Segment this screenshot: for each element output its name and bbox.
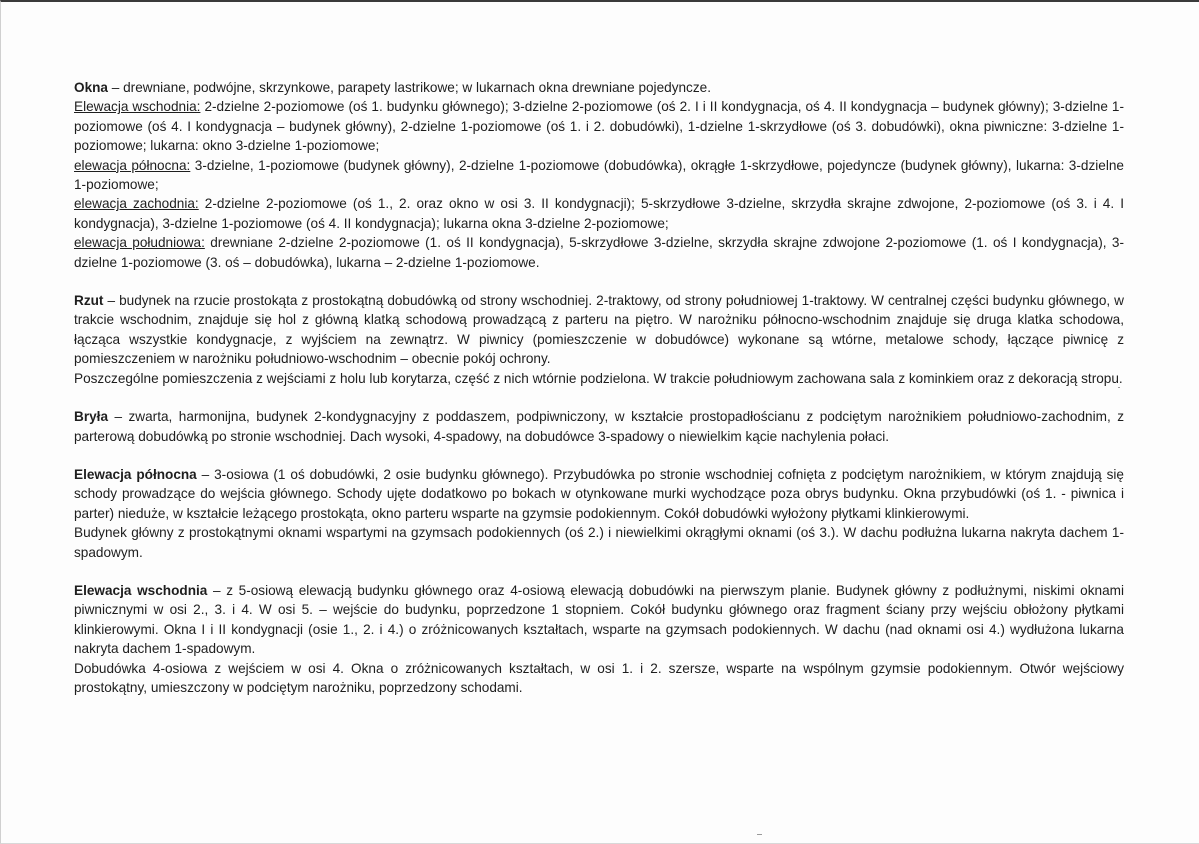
okna-west-paragraph: [74, 194, 1124, 233]
elewacja-wschodnia-text: – z 5-osiową elewacją budynku głównego oraz 4-osiową elewacją dobudówki na pierwszym planie. Budynek główny z podłużnymi, niskimi oknami piwnicznymi w osi 2., 3. i 4. W osi 5. – wejście do budynku, poprzedzone 1 stopniem. Cokół budynku głównego oraz fragment ściany przy wejściu obłożony płytkami klinkierowymi. Okna I i II kondygnacji (osie 1., 2. i 4.) o zróżnicowanych kształtach, wsparte na gzymsach podokiennych. W dachu (nad oknami osi 4.) wydłużona lukarna nakryta dachem 1-spadowym.: [74, 582, 1124, 657]
okna-north-paragraph: [74, 156, 1124, 195]
okna-paragraph: [74, 78, 1124, 97]
okna-east-label: Elewacja wschodnia:: [74, 99, 201, 115]
section-gap: [74, 272, 1124, 291]
scan-speck: [757, 834, 762, 835]
scan-speck: [1118, 387, 1120, 388]
elewacja-wschodnia-heading: Elewacja wschodnia: [74, 582, 208, 598]
section-gap: [74, 562, 1124, 581]
elewacja-wschodnia-paragraph: [74, 581, 1124, 659]
rzut-paragraph-2: Poszczególne pomieszczenia z wejściami z holu lub korytarza, część z nich wtórnie podzielona. W trakcie południowym zachowana sala z kominkiem oraz z dekoracją stropu.: [74, 370, 1123, 386]
elewacja-polnocna-text: – 3-osiowa (1 oś dobudówki, 2 osie budynku głównego). Przybudówka po stronie wschodniej cofnięta z podciętym narożnikiem, w którym znajdują się schody prowadzące do wejścia głównego. Schody ujęte dodatkowo po bokach w otynkowane murki wychodzące poza obrys budynku. Okna przybudówki (oś 1. - piwnica i parter) nieduże, w kształcie leżącego prostokąta, okno parteru wsparte na gzymsie podokiennym. Cokół dobudówki wyłożony płytkami klinkierowymi.: [74, 466, 1124, 521]
okna-north-label: elewacja północna:: [74, 157, 191, 173]
bryla-heading: Bryła: [74, 409, 109, 425]
okna-east-paragraph: [74, 97, 1124, 155]
elewacja-wschodnia-paragraph-2: Dobudówka 4-osiowa z wejściem w osi 4. Okna o zróżnicowanych kształtach, w osi 1. i 2. szersze, wsparte na wspólnym gzymsie podokiennym. Otwór wejściowy prostokątny, umieszczony w podciętym narożniku, poprzedzony schodami.: [74, 660, 1124, 695]
okna-north-text: 3-dzielne, 1-poziomowe (budynek główny), 2-dzielne 1-poziomowe (dobudówka), okrągłe 1-skrzydłowe, pojedyncze (budynek główny), lukarna: 3-dzielne 1-poziomowe;: [74, 157, 1124, 193]
okna-south-paragraph: [74, 233, 1124, 272]
elewacja-polnocna-paragraph: [74, 465, 1124, 523]
elewacja-polnocna-heading: Elewacja północna: [74, 466, 197, 482]
document-body: [74, 78, 1124, 697]
okna-heading: Okna: [74, 80, 108, 95]
okna-west-label: elewacja zachodnia:: [74, 196, 199, 212]
section-gap: [74, 446, 1124, 465]
bryla-paragraph: [74, 407, 1124, 446]
okna-west-text: 2-dzielne 2-poziomowe (oś 1., 2. oraz okno w osi 3. II kondygnacji); 5-skrzydłowe 3-dzielne, skrzydła skrajne zdwojone, 2-poziomowe (oś 3. i 4. I kondygnacja), 3-dzielne 1-poziomowe (oś 4. II kondygnacja); lukarna okna 3-dzielne 2-poziomowe;: [74, 196, 1124, 231]
bryla-text: – zwarta, harmonijna, budynek 2-kondygnacyjny z poddaszem, podpiwniczony, w kształcie prostopadłościanu z podciętym narożnikiem południowo-zachodnim, z parterową dobudówką po stronie wschodniej. Dach wysoki, 4-spadowy, na dobudówce 3-spadowy o niewielkim kącie nachylenia połaci.: [74, 409, 1124, 444]
okna-text: – drewniane, podwójne, skrzynkowe, parapety lastrikowe; w lukarnach okna drewniane pojedyncze.: [108, 80, 711, 95]
section-gap: [74, 388, 1124, 407]
rzut-text: – budynek na rzucie prostokąta z prostokątną dobudówką od strony wschodniej. 2-traktowy, od strony południowej 1-traktowy. W centralnej części budynku głównego, w trakcie wschodnim, znajduje się hol z główną klatką schodową prowadzącą z parteru na piętro. W narożniku północno-wschodnim znajduje się druga klatka schodowa, łącząca wszystkie kondygnacje, z wyjściem na zewnątrz. W piwnicy (pomieszczenie w dobudówce) wykonane są wtórne, metalowe schody, łączące piwnicę z pomieszczeniem w narożniku południowo-wschodnim – obecnie pokój ochrony.: [74, 293, 1124, 367]
okna-east-text: 2-dzielne 2-poziomowe (oś 1. budynku głównego); 3-dzielne 2-poziomowe (oś 2. I i II kondygnacja, oś 4. II kondygnacja – budynek główny); 3-dzielne 1-poziomowe (oś 4. I kondygnacja – budynek główny), 2-dzielne 1-poziomowe (oś 1. i 2. dobudówki), 1-dzielne 1-skrzydłowe (oś 3. dobudówki), okna piwniczne: 3-dzielne 1-poziomowe; lukarna: okno 3-dzielne 1-poziomowe;: [74, 99, 1125, 154]
rzut-paragraph: [74, 291, 1124, 369]
rzut-heading: Rzut: [74, 293, 104, 309]
okna-south-label: elewacja południowa:: [74, 235, 205, 251]
okna-south-text: drewniane 2-dzielne 2-poziomowe (1. oś II kondygnacja), 5-skrzydłowe 3-dzielne, skrzydła skrajne zdwojone 2-poziomowe (1. oś I kondygnacja), 3-dzielne 1-poziomowe (3. oś – dobudówka), lukarna – 2-dzielne 1-poziomowe.: [74, 235, 1124, 270]
elewacja-polnocna-paragraph-2: Budynek główny z prostokątnymi oknami wspartymi na gzymsach podokiennych (oś 2.) i niewielkimi okrągłymi oknami (oś 3.). W dachu podłużna lukarna nakryta dachem 1-spadowym.: [74, 525, 1124, 560]
